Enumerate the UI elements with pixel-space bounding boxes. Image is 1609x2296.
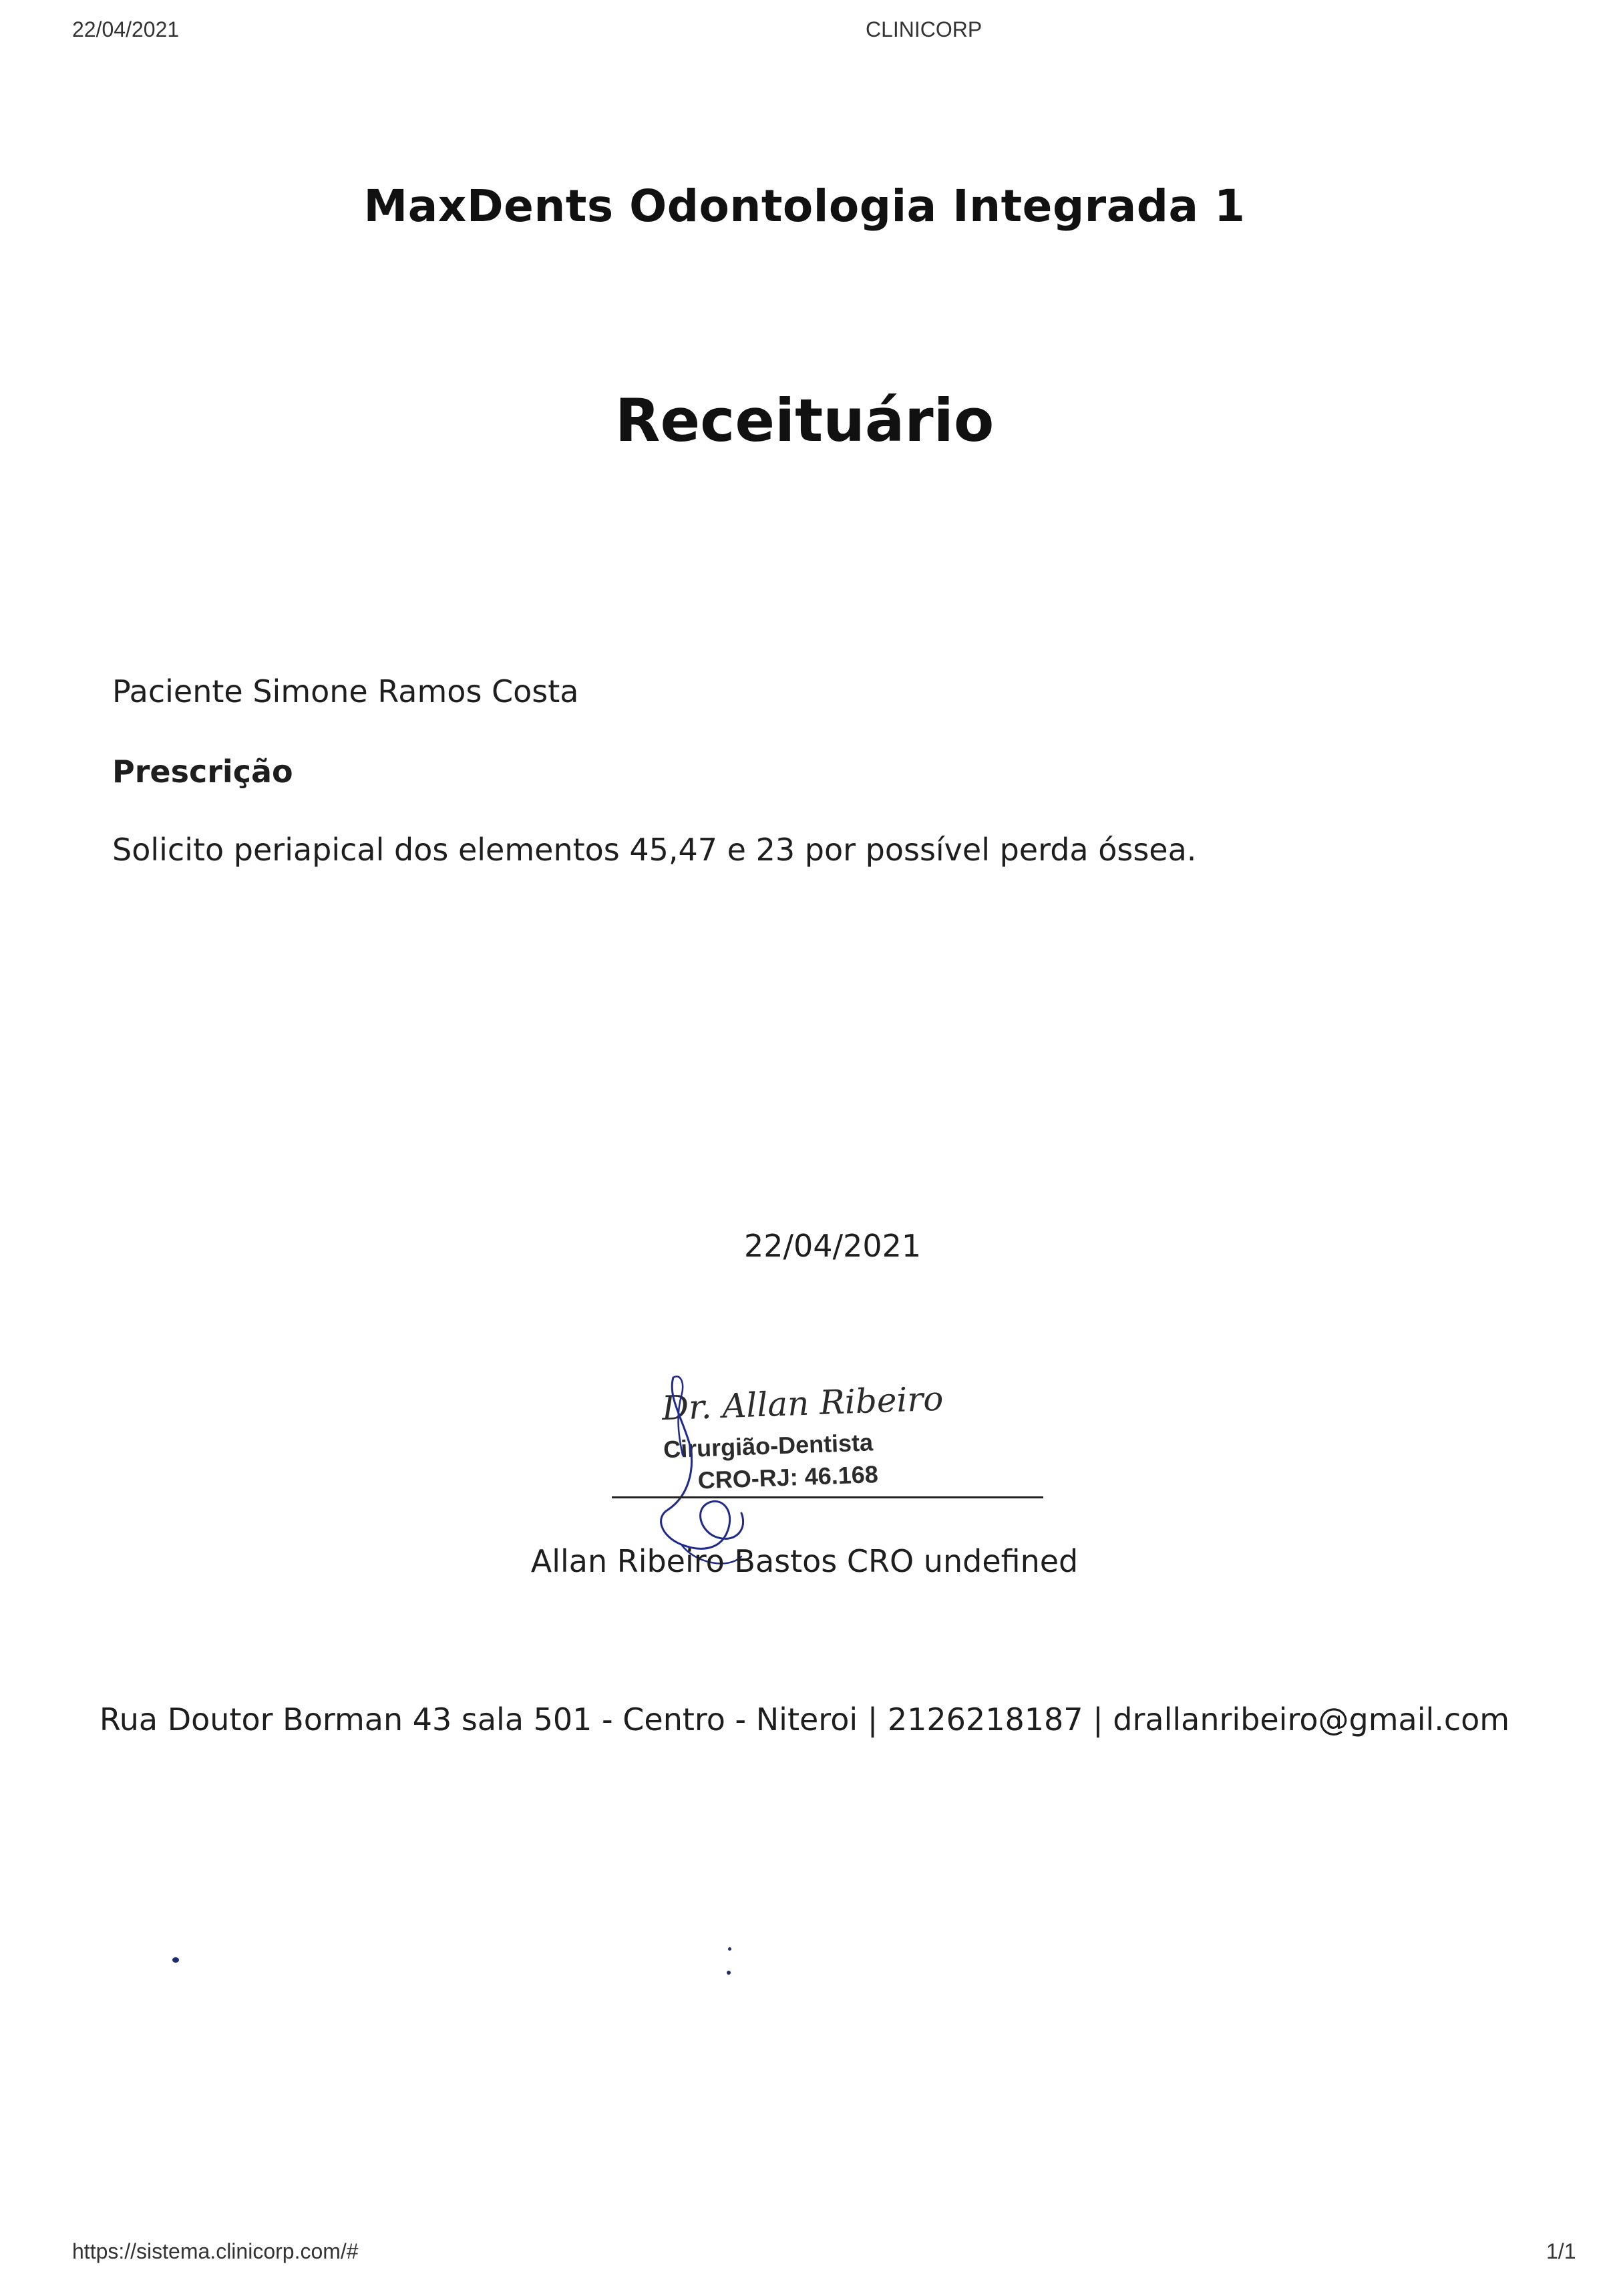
handwritten-signature xyxy=(641,1369,801,1570)
page-number: 1/1 xyxy=(1546,2239,1576,2263)
stamp-role: Cirurgião-Dentista xyxy=(663,1428,874,1464)
clinic-name: MaxDents Odontologia Integrada 1 xyxy=(363,180,1246,232)
stamp-cro: CRO-RJ: 46.168 xyxy=(697,1460,879,1494)
stamp-name: Dr. Allan Ribeiro xyxy=(661,1379,944,1428)
scan-speck xyxy=(172,1957,179,1963)
prescription-label: Prescrição xyxy=(112,754,293,790)
scan-speck xyxy=(727,1971,731,1975)
print-source: CLINICORP xyxy=(866,17,982,41)
scan-speck xyxy=(728,1947,731,1951)
signature-line xyxy=(612,1496,1043,1498)
issue-date: 22/04/2021 xyxy=(744,1228,922,1264)
prescription-text: Solicito periapical dos elementos 45,47 e 23 por possível perda óssea. xyxy=(112,832,1197,868)
print-url: https://sistema.clinicorp.com/# xyxy=(72,2239,359,2263)
print-date: 22/04/2021 xyxy=(72,17,180,41)
patient-line: Paciente Simone Ramos Costa xyxy=(112,673,579,709)
footer-address: Rua Doutor Borman 43 sala 501 - Centro - Niteroi | 2126218187 | drallanribeiro@gmail.com xyxy=(99,1701,1510,1738)
dentist-name: Allan Ribeiro Bastos CRO undefined xyxy=(530,1543,1079,1579)
document-title: Receituário xyxy=(614,386,995,455)
